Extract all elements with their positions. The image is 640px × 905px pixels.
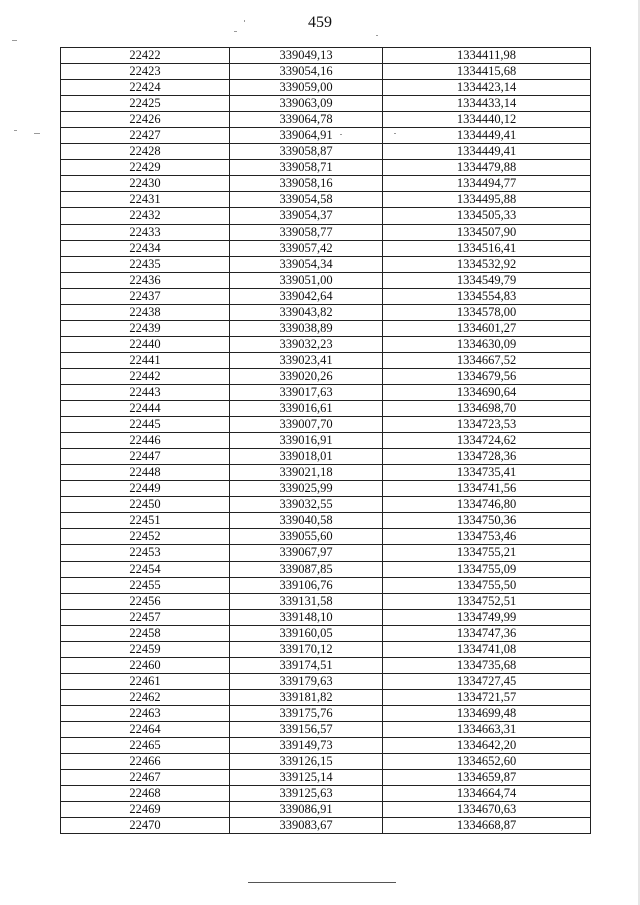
y-coordinate-cell: 1334664,74 (383, 786, 591, 802)
table-row (61, 657, 591, 673)
table-row (61, 625, 591, 641)
y-coordinate-cell: 1334698,70 (383, 401, 591, 417)
point-number-cell: 22450 (61, 497, 230, 513)
point-number-cell: 22455 (61, 577, 230, 593)
x-coordinate-cell: 339021,18 (230, 465, 383, 481)
x-coordinate-cell: 339058,71 (230, 160, 383, 176)
x-coordinate-cell: 339125,63 (230, 786, 383, 802)
x-coordinate-cell: 339063,09 (230, 96, 383, 112)
point-number-cell: 22445 (61, 417, 230, 433)
point-number-cell: 22448 (61, 465, 230, 481)
y-coordinate-cell: 1334415,68 (383, 64, 591, 80)
point-number-cell: 22441 (61, 352, 230, 368)
point-number-cell: 22465 (61, 738, 230, 754)
table-row (61, 304, 591, 320)
x-coordinate-cell: 339058,87 (230, 144, 383, 160)
x-coordinate-cell: 339126,15 (230, 754, 383, 770)
table-row (61, 433, 591, 449)
point-number-cell: 22460 (61, 657, 230, 673)
point-number-cell: 22423 (61, 64, 230, 80)
point-number-cell: 22453 (61, 545, 230, 561)
table-row (61, 818, 591, 834)
table-row (61, 545, 591, 561)
table-row (61, 288, 591, 304)
x-coordinate-cell: 339007,70 (230, 417, 383, 433)
y-coordinate-cell: 1334670,63 (383, 802, 591, 818)
point-number-cell: 22430 (61, 176, 230, 192)
x-coordinate-cell: 339042,64 (230, 288, 383, 304)
x-coordinate-cell: 339156,57 (230, 721, 383, 737)
x-coordinate-cell: 339038,89 (230, 320, 383, 336)
point-number-cell: 22467 (61, 770, 230, 786)
y-coordinate-cell: 1334663,31 (383, 721, 591, 737)
table-row (61, 641, 591, 657)
x-coordinate-cell: 339018,01 (230, 449, 383, 465)
table-row (61, 786, 591, 802)
point-number-cell: 22443 (61, 384, 230, 400)
point-number-cell: 22457 (61, 609, 230, 625)
point-number-cell: 22458 (61, 625, 230, 641)
x-coordinate-cell: 339179,63 (230, 673, 383, 689)
table-row (61, 529, 591, 545)
y-coordinate-cell: 1334735,68 (383, 657, 591, 673)
x-coordinate-cell: 339025,99 (230, 481, 383, 497)
table-row (61, 561, 591, 577)
point-number-cell: 22461 (61, 673, 230, 689)
y-coordinate-cell: 1334728,36 (383, 449, 591, 465)
y-coordinate-cell: 1334440,12 (383, 112, 591, 128)
y-coordinate-cell: 1334494,77 (383, 176, 591, 192)
y-coordinate-cell: 1334411,98 (383, 48, 591, 64)
table-row (61, 272, 591, 288)
y-coordinate-cell: 1334423,14 (383, 80, 591, 96)
table-row (61, 721, 591, 737)
scan-speck (14, 130, 17, 131)
x-coordinate-cell: 339043,82 (230, 304, 383, 320)
y-coordinate-cell: 1334433,14 (383, 96, 591, 112)
x-coordinate-cell: 339017,63 (230, 384, 383, 400)
x-coordinate-cell: 339131,58 (230, 593, 383, 609)
point-number-cell: 22432 (61, 208, 230, 224)
point-number-cell: 22439 (61, 320, 230, 336)
table-row (61, 802, 591, 818)
table-row (61, 320, 591, 336)
table-row (61, 80, 591, 96)
table-row (61, 401, 591, 417)
x-coordinate-cell: 339170,12 (230, 641, 383, 657)
x-coordinate-cell: 339016,91 (230, 433, 383, 449)
y-coordinate-cell: 1334752,51 (383, 593, 591, 609)
table-row (61, 256, 591, 272)
y-coordinate-cell: 1334479,88 (383, 160, 591, 176)
x-coordinate-cell: 339058,16 (230, 176, 383, 192)
table-row (61, 513, 591, 529)
y-coordinate-cell: 1334516,41 (383, 240, 591, 256)
table-row (61, 738, 591, 754)
point-number-cell: 22437 (61, 288, 230, 304)
x-coordinate-cell: 339149,73 (230, 738, 383, 754)
table-row (61, 64, 591, 80)
point-number-cell: 22427 (61, 128, 230, 144)
y-coordinate-cell: 1334723,53 (383, 417, 591, 433)
table-row (61, 144, 591, 160)
table-row (61, 128, 591, 144)
x-coordinate-cell: 339054,16 (230, 64, 383, 80)
scan-speck (234, 31, 237, 32)
point-number-cell: 22462 (61, 689, 230, 705)
table-row (61, 481, 591, 497)
y-coordinate-cell: 1334507,90 (383, 224, 591, 240)
table-row (61, 192, 591, 208)
x-coordinate-cell: 339055,60 (230, 529, 383, 545)
point-number-cell: 22454 (61, 561, 230, 577)
x-coordinate-cell: 339040,58 (230, 513, 383, 529)
x-coordinate-cell: 339020,26 (230, 368, 383, 384)
table-row (61, 368, 591, 384)
table-row (61, 609, 591, 625)
y-coordinate-cell: 1334749,99 (383, 609, 591, 625)
y-coordinate-cell: 1334747,36 (383, 625, 591, 641)
point-number-cell: 22442 (61, 368, 230, 384)
point-number-cell: 22459 (61, 641, 230, 657)
scan-speck (244, 20, 245, 22)
y-coordinate-cell: 1334495,88 (383, 192, 591, 208)
y-coordinate-cell: 1334642,20 (383, 738, 591, 754)
point-number-cell: 22456 (61, 593, 230, 609)
y-coordinate-cell: 1334667,52 (383, 352, 591, 368)
point-number-cell: 22463 (61, 705, 230, 721)
table-row (61, 224, 591, 240)
x-coordinate-cell: 339106,76 (230, 577, 383, 593)
table-row (61, 48, 591, 64)
table-row (61, 705, 591, 721)
y-coordinate-cell: 1334753,46 (383, 529, 591, 545)
point-number-cell: 22464 (61, 721, 230, 737)
y-coordinate-cell: 1334554,83 (383, 288, 591, 304)
x-coordinate-cell: 339181,82 (230, 689, 383, 705)
table-row (61, 336, 591, 352)
y-coordinate-cell: 1334630,09 (383, 336, 591, 352)
y-coordinate-cell: 1334755,21 (383, 545, 591, 561)
x-coordinate-cell: 339054,37 (230, 208, 383, 224)
table-row (61, 176, 591, 192)
point-number-cell: 22469 (61, 802, 230, 818)
x-coordinate-cell: 339051,00 (230, 272, 383, 288)
point-number-cell: 22438 (61, 304, 230, 320)
point-number-cell: 22470 (61, 818, 230, 834)
x-coordinate-cell: 339054,58 (230, 192, 383, 208)
table-row (61, 577, 591, 593)
y-coordinate-cell: 1334746,80 (383, 497, 591, 513)
point-number-cell: 22444 (61, 401, 230, 417)
table-row (61, 673, 591, 689)
x-coordinate-cell: 339032,55 (230, 497, 383, 513)
y-coordinate-cell: 1334601,27 (383, 320, 591, 336)
point-number-cell: 22446 (61, 433, 230, 449)
y-coordinate-cell: 1334679,56 (383, 368, 591, 384)
y-coordinate-cell: 1334578,00 (383, 304, 591, 320)
point-number-cell: 22422 (61, 48, 230, 64)
point-number-cell: 22468 (61, 786, 230, 802)
point-number-cell: 22433 (61, 224, 230, 240)
point-number-cell: 22435 (61, 256, 230, 272)
x-coordinate-cell: 339083,67 (230, 818, 383, 834)
y-coordinate-cell: 1334549,79 (383, 272, 591, 288)
table-row (61, 384, 591, 400)
point-number-cell: 22429 (61, 160, 230, 176)
y-coordinate-cell: 1334449,41 (383, 128, 591, 144)
x-coordinate-cell: 339087,85 (230, 561, 383, 577)
y-coordinate-cell: 1334532,92 (383, 256, 591, 272)
table-row (61, 112, 591, 128)
x-coordinate-cell: 339148,10 (230, 609, 383, 625)
table-row (61, 465, 591, 481)
scan-speck (376, 35, 378, 36)
y-coordinate-cell: 1334724,62 (383, 433, 591, 449)
y-coordinate-cell: 1334741,56 (383, 481, 591, 497)
point-number-cell: 22426 (61, 112, 230, 128)
x-coordinate-cell: 339067,97 (230, 545, 383, 561)
x-coordinate-cell: 339057,42 (230, 240, 383, 256)
coordinates-table-body (61, 48, 591, 834)
y-coordinate-cell: 1334659,87 (383, 770, 591, 786)
point-number-cell: 22452 (61, 529, 230, 545)
y-coordinate-cell: 1334750,36 (383, 513, 591, 529)
x-coordinate-cell: 339160,05 (230, 625, 383, 641)
point-number-cell: 22466 (61, 754, 230, 770)
scan-speck (12, 40, 17, 41)
table-row (61, 96, 591, 112)
table-row (61, 770, 591, 786)
y-coordinate-cell: 1334668,87 (383, 818, 591, 834)
point-number-cell: 22424 (61, 80, 230, 96)
x-coordinate-cell: 339016,61 (230, 401, 383, 417)
y-coordinate-cell: 1334690,64 (383, 384, 591, 400)
table-row (61, 497, 591, 513)
page-number: 459 (308, 14, 332, 31)
x-coordinate-cell: 339064,78 (230, 112, 383, 128)
x-coordinate-cell: 339023,41 (230, 352, 383, 368)
table-row (61, 208, 591, 224)
point-number-cell: 22425 (61, 96, 230, 112)
point-number-cell: 22428 (61, 144, 230, 160)
y-coordinate-cell: 1334727,45 (383, 673, 591, 689)
coordinates-table (60, 47, 591, 834)
point-number-cell: 22451 (61, 513, 230, 529)
table-row (61, 240, 591, 256)
footer-rule (248, 882, 396, 883)
x-coordinate-cell: 339049,13 (230, 48, 383, 64)
table-row (61, 754, 591, 770)
y-coordinate-cell: 1334699,48 (383, 705, 591, 721)
x-coordinate-cell: 339054,34 (230, 256, 383, 272)
y-coordinate-cell: 1334652,60 (383, 754, 591, 770)
point-number-cell: 22436 (61, 272, 230, 288)
table-row (61, 417, 591, 433)
y-coordinate-cell: 1334755,09 (383, 561, 591, 577)
y-coordinate-cell: 1334449,41 (383, 144, 591, 160)
table-row (61, 160, 591, 176)
scan-speck (34, 133, 40, 134)
x-coordinate-cell: 339032,23 (230, 336, 383, 352)
x-coordinate-cell: 339059,00 (230, 80, 383, 96)
table-row (61, 689, 591, 705)
table-row (61, 352, 591, 368)
y-coordinate-cell: 1334755,50 (383, 577, 591, 593)
point-number-cell: 22431 (61, 192, 230, 208)
point-number-cell: 22440 (61, 336, 230, 352)
y-coordinate-cell: 1334741,08 (383, 641, 591, 657)
x-coordinate-cell: 339174,51 (230, 657, 383, 673)
table-row (61, 449, 591, 465)
y-coordinate-cell: 1334505,33 (383, 208, 591, 224)
x-coordinate-cell: 339086,91 (230, 802, 383, 818)
x-coordinate-cell: 339125,14 (230, 770, 383, 786)
x-coordinate-cell: 339058,77 (230, 224, 383, 240)
point-number-cell: 22434 (61, 240, 230, 256)
y-coordinate-cell: 1334735,41 (383, 465, 591, 481)
y-coordinate-cell: 1334721,57 (383, 689, 591, 705)
point-number-cell: 22449 (61, 481, 230, 497)
table-row (61, 593, 591, 609)
x-coordinate-cell: 339175,76 (230, 705, 383, 721)
x-coordinate-cell: 339064,91 (230, 128, 383, 144)
point-number-cell: 22447 (61, 449, 230, 465)
